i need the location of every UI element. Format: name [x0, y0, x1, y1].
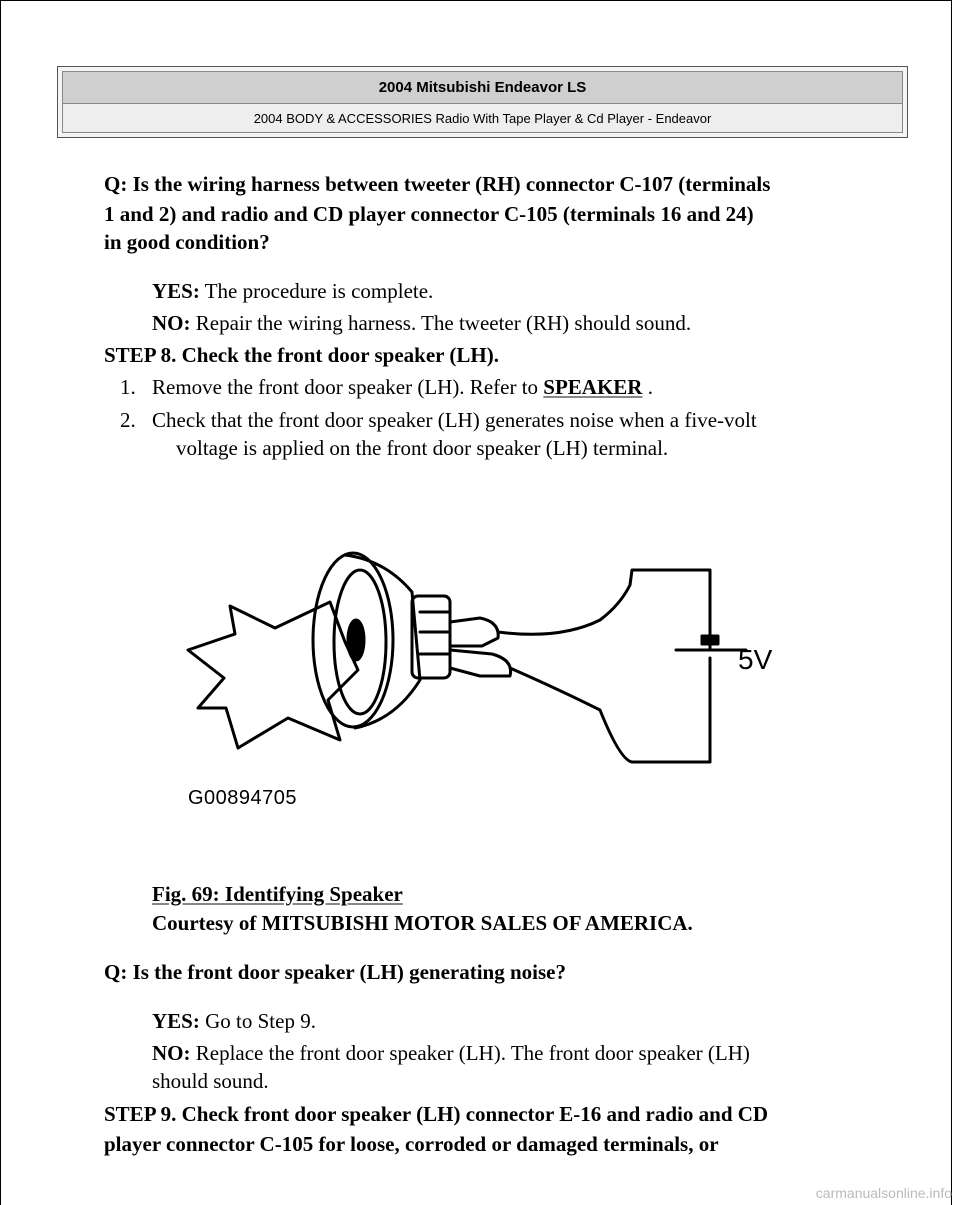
sound-burst-icon [188, 602, 358, 748]
voltage-label: 5V [738, 644, 773, 675]
answer1-no [152, 309, 691, 337]
no-label: NO: [152, 311, 191, 335]
figure-courtesy: Courtesy of MITSUBISHI MOTOR SALES OF AMERICA. [152, 911, 693, 935]
document-header [57, 66, 908, 138]
wire-negative [510, 658, 710, 762]
speaker-figure [180, 550, 773, 820]
figure-code: G00894705 [188, 787, 298, 809]
step8-item1-text: Remove the front door speaker (LH). Refer to [152, 375, 544, 399]
answer1-yes [152, 277, 433, 305]
wire-positive [498, 570, 710, 645]
question1-line2: 1 and 2) and radio and CD player connector C-105 (terminals 16 and 24) [104, 202, 754, 226]
yes-text: Go to Step 9. [199, 1009, 316, 1033]
speaker-diagram [180, 550, 750, 820]
header-subtitle: 2004 BODY & ACCESSORIES Radio With Tape Player & Cd Player - Endeavor [63, 104, 902, 132]
yes-text: The procedure is complete. [199, 279, 434, 303]
question2: Q: Is the front door speaker (LH) generating noise? [104, 960, 566, 984]
step8-item2-line1: Check that the front door speaker (LH) generates noise when a five-volt [152, 408, 757, 432]
speaker-dome [348, 620, 364, 660]
no-text: Repair the wiring harness. The tweeter (RH) should sound. [190, 311, 692, 335]
step8-item1-end: . [642, 375, 653, 399]
answer2-no-line2: should sound. [152, 1069, 269, 1093]
step9-line2: player connector C-105 for loose, corroded or damaged terminals, or [104, 1132, 719, 1156]
header-inner [62, 71, 903, 133]
question1-line1: Q: Is the wiring harness between tweeter (RH) connector C-107 (terminals [104, 172, 771, 196]
no-label: NO: [152, 1041, 191, 1065]
step8-item1 [152, 373, 653, 401]
answer2-no [152, 1039, 750, 1067]
step8-heading: STEP 8. Check the front door speaker (LH). [104, 343, 499, 367]
figure-caption[interactable]: Fig. 69: Identifying Speaker [152, 882, 403, 906]
watermark: carmanualsonline.info [815, 1185, 952, 1201]
step8-item1-number: 1. [120, 375, 136, 399]
step9-line1: STEP 9. Check front door speaker (LH) connector E-16 and radio and CD [104, 1102, 769, 1126]
yes-label: YES: [152, 1009, 200, 1033]
answer2-yes [152, 1007, 316, 1035]
no-text: Replace the front door speaker (LH). The front door speaker (LH) [190, 1041, 750, 1065]
header-title: 2004 Mitsubishi Endeavor LS [63, 72, 902, 104]
step8-item2-line2: voltage is applied on the front door speaker (LH) terminal. [176, 436, 669, 460]
step8-item2-number: 2. [120, 408, 136, 432]
yes-label: YES: [152, 279, 200, 303]
lead-plug-lower [450, 650, 511, 676]
lead-plug-upper [450, 618, 498, 646]
speaker-link[interactable]: SPEAKER [543, 375, 643, 399]
question1-line3: in good condition? [104, 230, 270, 254]
